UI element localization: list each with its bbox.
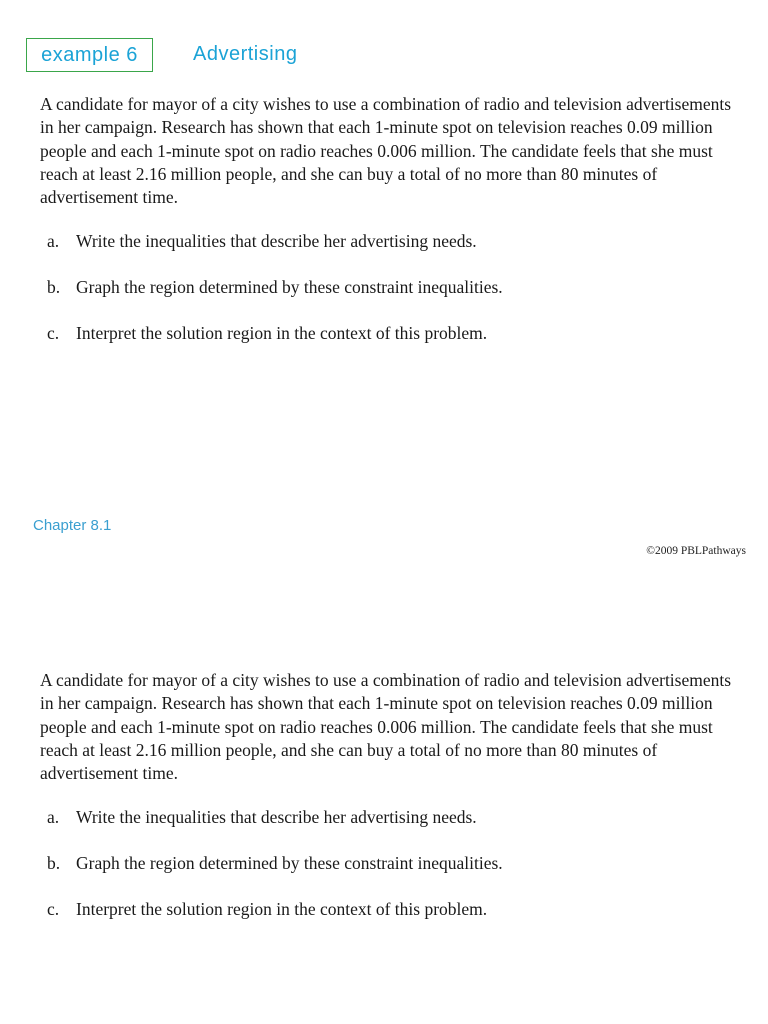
problem-statement: A candidate for mayor of a city wishes to use a combination of radio and television advertisements in her campaign. Research has shown that each 1-minute spot on television reaches 0.09 million people and each 1-minute spot on radio reaches 0.006 million. The candidate feels that she must reach at least 2.16 million people, and she can buy a total of no more than 80 minutes of advertisement time. — [40, 94, 732, 208]
part-text: Graph the region determined by these constraint inequalities. — [76, 277, 503, 297]
part-letter: c. — [47, 323, 60, 343]
part-letter: a. — [47, 807, 60, 827]
part-text: Graph the region determined by these constraint inequalities. — [76, 853, 503, 873]
part-text: Interpret the solution region in the context of this problem. — [76, 899, 488, 919]
part-letter: b. — [47, 277, 61, 297]
part-letter: c. — [47, 899, 60, 919]
question-parts-list-repeat — [47, 806, 747, 944]
part-text: Interpret the solution region in the context of this problem. — [76, 323, 488, 343]
question-part-c — [47, 322, 747, 368]
part-text: Write the inequalities that describe her advertising needs. — [76, 231, 477, 251]
question-part-a — [47, 230, 747, 276]
problem-statement-repeat: A candidate for mayor of a city wishes to use a combination of radio and television advertisements in her campaign. Research has shown that each 1-minute spot on television reaches 0.09 million people and each 1-minute spot on radio reaches 0.006 million. The candidate feels that she must reach at least 2.16 million people, and she can buy a total of no more than 80 minutes of advertisement time. — [40, 670, 732, 784]
copyright-notice: ©2009 PBLPathways — [646, 545, 746, 557]
example-label: example 6 — [41, 43, 138, 66]
question-part-a — [47, 806, 747, 852]
part-letter: b. — [47, 853, 61, 873]
question-part-c — [47, 898, 747, 944]
question-part-b — [47, 852, 747, 898]
question-part-b — [47, 276, 747, 322]
part-text: Write the inequalities that describe her advertising needs. — [76, 807, 477, 827]
question-parts-list — [47, 230, 747, 368]
part-letter: a. — [47, 231, 60, 251]
example-label-box — [26, 38, 153, 72]
example-title: Advertising — [193, 43, 298, 65]
chapter-label: Chapter 8.1 — [33, 517, 112, 534]
